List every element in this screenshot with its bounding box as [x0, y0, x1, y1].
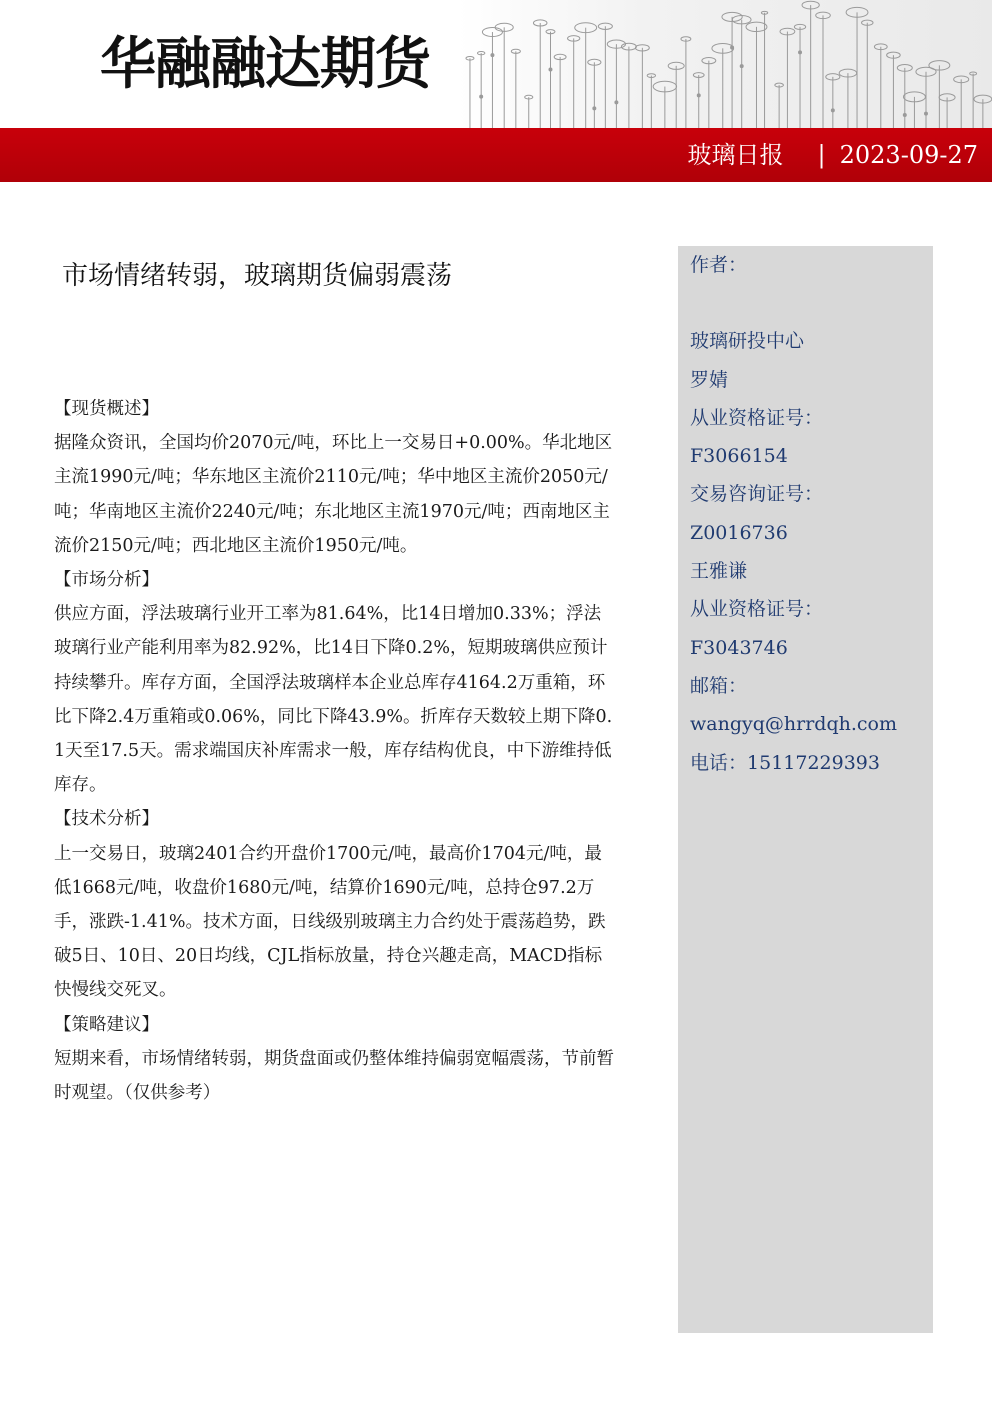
decorative-dot	[593, 107, 596, 110]
author-label: 作者：	[690, 254, 748, 276]
decorative-dot	[924, 112, 927, 115]
report-title: 市场情绪转弱，玻璃期货偏弱震荡	[62, 261, 453, 291]
section-title-technical: 【技术分析】	[54, 809, 159, 830]
report-date: 2023-09-27	[839, 141, 978, 169]
email-link[interactable]: wangyq@hrrdqh.com	[690, 713, 897, 736]
section-title-spot: 【现货概述】	[54, 399, 159, 419]
consult-number: Z0016736	[690, 521, 788, 544]
header-red-bar	[0, 128, 992, 182]
section-body-strategy: 短期来看，市场情绪转弱，期货盘面或仍整体维持偏弱宽幅震荡，节前暂时观望。（仅供参考）	[54, 1048, 614, 1104]
email-label: 邮箱：	[690, 674, 748, 697]
decorative-dot	[740, 65, 743, 68]
decorative-dot	[731, 46, 734, 49]
decorative-lines-graphic	[458, 0, 992, 130]
section-body-technical: 上一交易日，玻璃2401合约开盘价1700元/吨，最高价1704元/吨，最低1668元/吨，收盘价1680元/吨，结算价1690元/吨，总持仓97.2万手，涨跌-1.41%。技术方面，日线级别玻璃主力合约处于震荡趋势，跌破5日、10日、20日均线，CJL指标放量，持仓兴趣走高，MACD指标快慢线交死叉。	[54, 843, 606, 1001]
report-type-label: 玻璃日报	[687, 141, 784, 169]
cert-label: 从业资格证号：	[690, 406, 824, 429]
decorative-dot	[903, 114, 906, 117]
section-title-market: 【市场分析】	[54, 570, 159, 591]
decorative-dot	[491, 54, 494, 57]
author-info	[690, 246, 930, 782]
section-title-strategy: 【策略建议】	[54, 1014, 159, 1035]
cert-number: F3066154	[690, 445, 788, 468]
spacer	[690, 284, 930, 322]
decorative-dot	[799, 51, 802, 54]
decorative-dot	[697, 94, 700, 97]
section-body-spot: 据隆众资讯，全国均价2070元/吨，环比上一交易日+0.00%。华北地区主流1990元/吨；华东地区主流价2110元/吨；华中地区主流价2050元/吨；华南地区主流价2240元/吨；东北地区主流1970元/吨；西南地区主流价2150元/吨；西北地区主流价1950元/吨。	[54, 433, 613, 556]
company-logo: 华融融达期货	[100, 32, 430, 97]
decorative-dot	[615, 101, 618, 104]
section-body-market: 供应方面，浮法玻璃行业开工率为81.64%，比14日增加0.33%；浮法玻璃行业产能利用率为82.92%，比14日下降0.2%，短期玻璃供应预计持续攀升。库存方面，全国浮法玻璃样本企业总库存4164.2万重箱，环比下降2.4万重箱或0.06%，同比下降43.9%。折库存天数较上期下降0.1天至17.5天。需求端国庆补库需求一般，库存结构优良，中下游维持低库存。	[54, 604, 613, 796]
cert-label: 从业资格证号：	[690, 598, 824, 621]
decorative-dot	[480, 95, 483, 98]
analyst-name: 王雅谦	[690, 560, 748, 583]
consult-label: 交易咨询证号：	[690, 483, 824, 506]
research-center: 玻璃研投中心	[690, 330, 805, 353]
phone-label: 电话：	[690, 751, 748, 774]
phone-line	[690, 744, 930, 782]
decorative-dot	[549, 68, 552, 71]
report-content	[54, 392, 614, 1110]
phone-number: 15117229393	[747, 751, 880, 774]
cert-number: F3043746	[690, 636, 788, 659]
header-separator: |	[817, 141, 826, 169]
decorative-dot	[831, 109, 834, 112]
analyst-name: 罗婧	[690, 368, 729, 391]
